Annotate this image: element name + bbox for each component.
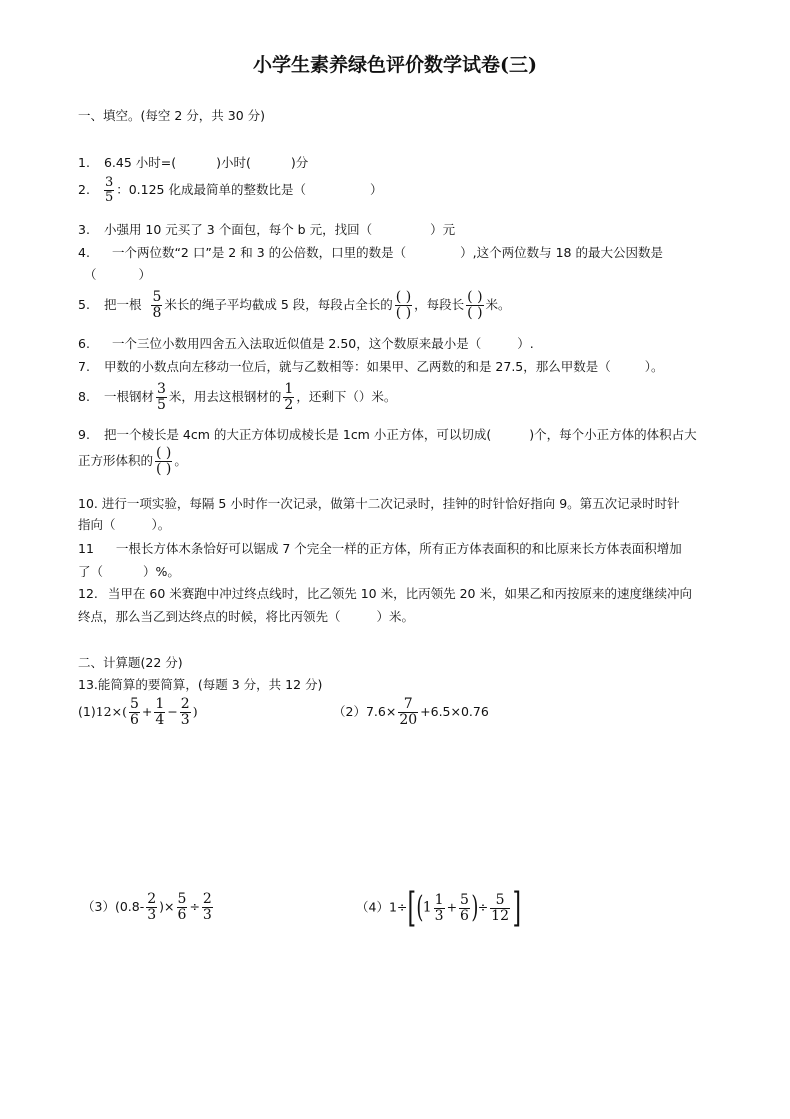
- question-10: 10. 进行一项实验，每隔 5 小时作一次记录，做第十二次记录时，挂钟的时针恰好指向 9。第五次记录时时针: [78, 496, 680, 511]
- question-8: [78, 382, 396, 413]
- q5-text-b: 米长的绳子平均截成 5 段，每段占全长的: [164, 297, 393, 312]
- calc-1-f3-den: 3: [180, 712, 190, 728]
- calc-4-left-paren: (: [416, 890, 424, 925]
- question-4: [78, 245, 663, 261]
- q3-end: ）元: [430, 222, 456, 237]
- question-12-line-2: [78, 609, 414, 625]
- calc-4-whole: 1: [422, 899, 432, 916]
- q11-line2-close: ）%。: [143, 564, 180, 579]
- q3-text: 小强用 10 元买了 3 个面包，每个 b 元，找回（: [103, 222, 373, 237]
- q9-end: 。: [174, 453, 187, 468]
- calc-1-label: (1): [78, 704, 96, 719]
- calc-3: [82, 892, 215, 923]
- q4-text: 一个两位数“2 口”是 2 和 3 的公倍数，口里的数是（: [111, 245, 407, 260]
- question-3: [78, 222, 455, 238]
- calc-3-fraction-2: [177, 892, 188, 923]
- q12-line2-close: ）米。: [376, 609, 415, 624]
- q9-blank-denominator: ( ): [156, 461, 172, 477]
- q12-line2-open: 终点，那么当乙到达终点的时候，将比丙领先（: [78, 609, 341, 624]
- calc-2-f-den: 20: [399, 712, 418, 728]
- calc-1-f1-num: 5: [129, 696, 139, 712]
- q2-text: ：0.125 化成最简单的整数比是（: [116, 182, 306, 197]
- q10-line2-open: 指向（: [78, 517, 116, 532]
- q9-text-a: 把一个棱长是 4cm 的大正方体切成棱长是 1cm 小正方体，可以切成(: [103, 427, 492, 442]
- q6-end: ）.: [517, 336, 534, 351]
- q10-line2-close: ）。: [151, 517, 171, 532]
- q5-fraction-denominator: 8: [152, 305, 162, 321]
- q5-blank-1-numerator: ( ): [395, 289, 412, 305]
- q5-text-a: 把一根: [103, 297, 142, 312]
- q1-text-c: )分: [290, 155, 309, 170]
- question-5: [78, 290, 511, 321]
- question-9: [78, 427, 697, 443]
- calc-3-fraction-3: [202, 892, 213, 923]
- calc-1-fraction-3: [180, 697, 191, 728]
- question-11-line-2: [78, 564, 180, 580]
- calc-4-f1-den: 3: [434, 907, 444, 924]
- calc-3-divide: ÷: [189, 899, 200, 914]
- calc-1: [78, 697, 198, 728]
- calc-4-prefix: 1÷: [388, 899, 408, 915]
- calc-1-plus: +: [141, 704, 153, 719]
- q1-number: 1.: [78, 155, 90, 170]
- calc-2-prefix: 7.6×: [365, 704, 397, 719]
- q5-text-c: ，每段长: [414, 297, 465, 312]
- q8-text-a: 一根钢材: [103, 389, 154, 404]
- q5-number: 5.: [78, 297, 90, 312]
- q4-number: 4.: [78, 245, 90, 260]
- q8-text-c: ，还剩下（）米。: [296, 389, 397, 404]
- q8-fraction-1: [156, 382, 167, 413]
- calc-4-left-bracket: [: [407, 885, 417, 931]
- q4-line2-close: ）: [138, 267, 152, 282]
- calc-4-plus: +: [446, 899, 458, 915]
- calc-2-fraction: [398, 697, 418, 728]
- question-6: [78, 336, 534, 352]
- calc-1-fraction-2: [154, 697, 165, 728]
- question-4-line-2: [84, 267, 151, 283]
- q2-fraction: [104, 176, 114, 205]
- calc-4-f1-num: 1: [434, 891, 444, 908]
- calc-3-mid: )×: [159, 899, 175, 914]
- q7-end: ）。: [644, 359, 664, 374]
- q4-mid: ）,这个两位数与 18 的最大公因数是: [460, 245, 663, 260]
- q4-line2-open: （: [84, 267, 97, 282]
- q11-line2-open: 了（: [78, 564, 104, 579]
- q2-fraction-numerator: 3: [104, 175, 114, 190]
- calc-1-minus: −: [167, 704, 178, 719]
- question-1: [78, 155, 308, 171]
- q1-text-a: 6.45 小时=(: [103, 155, 177, 170]
- calc-1-f3-num: 2: [180, 696, 190, 712]
- question-10-line-2: [78, 517, 170, 533]
- calc-1-fraction-1: [129, 697, 140, 728]
- q2-fraction-denominator: 5: [104, 190, 114, 205]
- q3-number: 3.: [78, 222, 90, 237]
- calc-4-f3-num: 5: [490, 893, 510, 909]
- q2-number: 2.: [78, 182, 90, 197]
- question-9-line-2: [78, 446, 187, 477]
- calc-4-fraction-1: [434, 893, 445, 924]
- calc-1-prefix: 12×(: [95, 704, 127, 719]
- calc-2-label: （2）: [333, 704, 366, 719]
- q5-blank-2-numerator: ( ): [467, 289, 483, 305]
- calc-4-label: （4）: [356, 899, 389, 915]
- q8-text-b: 米，用去这根钢材的: [168, 389, 282, 404]
- q8-fraction-2-numerator: 1: [284, 381, 294, 397]
- calc-4-f2-num: 5: [460, 891, 469, 908]
- calc-1-f2-num: 1: [155, 696, 165, 712]
- calc-4-right-paren: ): [471, 890, 479, 925]
- calc-1-f2-den: 4: [155, 712, 165, 728]
- question-12: [78, 586, 692, 602]
- q9-blank-fraction: [155, 446, 172, 477]
- calc-3-prefix: (0.8-: [114, 899, 145, 914]
- q5-blank-2-denominator: ( ): [467, 305, 483, 321]
- section-2-header: 二、计算题(22 分): [78, 655, 183, 670]
- q5-blank-fraction-1: [395, 290, 412, 321]
- section-1-header: 一、填空。(每空 2 分，共 30 分): [78, 108, 266, 123]
- q9-line2: 正方形体积的: [78, 453, 154, 468]
- question-13-header: 13.能简算的要简算，(每题 3 分，共 12 分): [78, 677, 323, 692]
- calc-1-close: ): [192, 704, 198, 719]
- calc-4-fraction-3: [490, 893, 510, 924]
- q5-blank-1-denominator: ( ): [395, 305, 412, 321]
- calc-4-divide: ÷: [477, 899, 489, 915]
- q12-number: 12.: [78, 586, 98, 601]
- q7-text: 甲数的小数点向左移动一位后，就与乙数相等：如果甲、乙两数的和是 27.5，那么甲数是（: [103, 359, 611, 374]
- page-title: 小学生素养绿色评价数学试卷(三): [253, 54, 537, 76]
- q5-fraction: [151, 290, 162, 321]
- q8-fraction-2: [283, 382, 294, 413]
- calc-3-f1-den: 3: [147, 907, 157, 923]
- calc-4-fraction-2: [459, 893, 470, 924]
- q11-number: 11: [78, 541, 94, 556]
- calc-1-f1-den: 6: [129, 712, 139, 728]
- q8-fraction-2-denominator: 2: [284, 397, 294, 413]
- q2-end: ）: [369, 182, 383, 197]
- q8-number: 8.: [78, 389, 90, 404]
- q12-line1: 当甲在 60 米赛跑中冲过终点线时，比乙领先 10 米，比丙领先 20 米，如果乙和丙按原来的速度继续冲向: [107, 586, 692, 601]
- q5-fraction-numerator: 5: [152, 289, 162, 305]
- calc-4-f3-den: 12: [491, 907, 509, 924]
- question-11: [78, 541, 682, 557]
- calc-3-f2-den: 6: [177, 907, 187, 923]
- calc-3-label: （3）: [82, 899, 115, 914]
- q11-line1: 一根长方体木条恰好可以锯成 7 个完全一样的正方体，所有正方体表面积的和比原来长方体表面积增加: [115, 541, 682, 556]
- q5-blank-fraction-2: [466, 290, 483, 321]
- calc-3-f3-den: 3: [202, 907, 212, 923]
- q9-text-b: )个，每个小正方体的体积占大: [529, 427, 697, 442]
- q5-text-d: 米。: [485, 297, 511, 312]
- q8-fraction-1-numerator: 3: [156, 381, 166, 397]
- question-2: [78, 176, 383, 205]
- calc-2: [333, 697, 489, 728]
- q7-number: 7.: [78, 359, 90, 374]
- calc-2-f-num: 7: [398, 697, 418, 713]
- calc-3-f3-num: 2: [202, 891, 212, 907]
- q1-text-b: )小时(: [216, 155, 251, 170]
- q9-number: 9.: [78, 427, 90, 442]
- q6-text: 一个三位小数用四舍五入法取近似值是 2.50，这个数原来最小是（: [111, 336, 482, 351]
- calc-3-f1-num: 2: [147, 891, 157, 907]
- calc-4-right-bracket: ]: [512, 885, 522, 931]
- calc-4: [356, 885, 522, 931]
- question-7: [78, 359, 664, 375]
- q8-fraction-1-denominator: 5: [156, 397, 166, 413]
- q9-blank-numerator: ( ): [156, 445, 172, 461]
- q6-number: 6.: [78, 336, 90, 351]
- calc-3-f2-num: 5: [177, 891, 187, 907]
- calc-4-f2-den: 6: [460, 907, 469, 924]
- calc-3-fraction-1: [146, 892, 157, 923]
- calc-2-suffix: +6.5×0.76: [420, 704, 489, 719]
